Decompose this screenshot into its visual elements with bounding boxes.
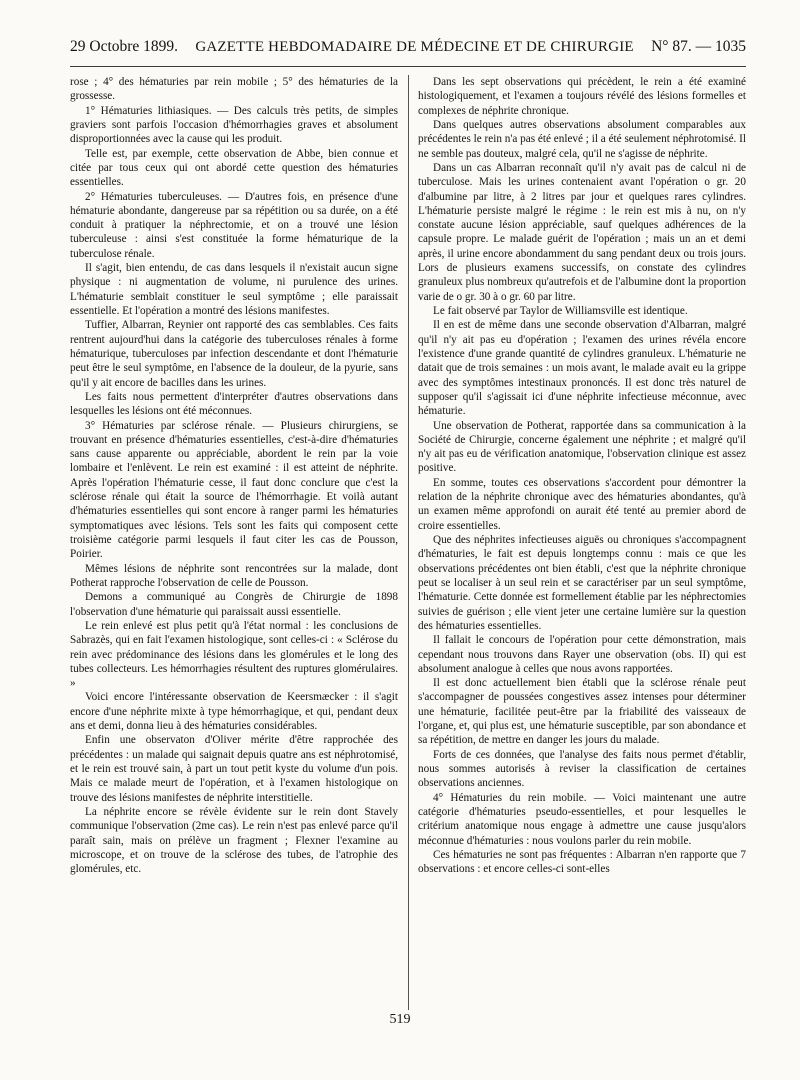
left-column — [70, 75, 398, 1010]
paragraph: Voici encore l'intéressante observation de Keersmæcker : il s'agit encore d'une néphrite mixte à type hémorrhagique, et qui, pendant deux ans et demi, donna lieu à des hématuries considérables. — [70, 691, 398, 733]
paragraph: En somme, toutes ces observations s'accordent pour démontrer la relation de la néphrite chronique avec des hématuries abondantes, qu'à un examen même approfondi on aurait été tenté au premier abord de croire essentielles. — [418, 476, 746, 532]
paragraph: Mêmes lésions de néphrite sont rencontrées sur la malade, dont Potherat rapproche l'observation de celle de Pousson. — [70, 562, 398, 589]
paragraph: rose ; 4° des hématuries par rein mobile ; 5° des hématuries de la grossesse. — [70, 76, 398, 103]
paragraph: 1° Hématuries lithiasiques. — Des calculs très petits, de simples graviers sont parfois l'occasion d'hémorrhagies graves et absolument disproportionnées avec la cause qui les produit. — [70, 104, 398, 146]
header-rule — [70, 66, 746, 67]
paragraph: Les faits nous permettent d'interpréter d'autres observations dans lesquelles les lésions ont été méconnues. — [70, 390, 398, 418]
paragraph: 2° Hématuries tuberculeuses. — D'autres fois, en présence d'une hématurie abondante, dangereuse par sa répétition ou sa durée, on a été conduit à pratiquer la néphrectomie, et on a trouvé une lésion tuberculeuse : ainsi s'est constituée la forme hématurique de la tuberculose rénale. — [70, 190, 398, 260]
page-number: 519 — [389, 1012, 411, 1027]
paragraph: Le rein enlevé est plus petit qu'à l'état normal : les conclusions de Sabrazès, qui en fait l'examen histologique, sont celles-ci : « Sclérose du rein avec prédominance des lésions dans les glomérules et le long des tubes collecteurs. Les hémorrhagies résultent des ruptures glomérulaires. » — [70, 619, 398, 690]
paragraph: Une observation de Potherat, rapportée dans sa communication à la Société de Chirurgie, concerne également une néphrite ; et malgré qu'il n'y ait pas eu de vérification anatomique, l'observation clinique est assez positive. — [418, 419, 746, 475]
paragraph: Demons a communiqué au Congrès de Chirurgie de 1898 l'observation d'une hématurie qui paraissait aussi essentielle. — [70, 591, 398, 618]
running-header — [70, 34, 746, 60]
paragraph: Il est donc actuellement bien établi que la sclérose rénale peut s'accompagner de poussées congestives assez intenses pour déterminer une hématurie, facilitée peut-être par la friabilité des vaisseaux de l'organe, et, qui plus est, une hématurie susceptible, par son abondance et sa répétition, de mettre en danger les jours du malade. — [418, 677, 746, 747]
journal-title: GAZETTE HEBDOMADAIRE DE MÉDECINE ET DE CHIRURGIE — [195, 38, 634, 55]
right-column — [418, 75, 746, 1010]
paragraph: Ces hématuries ne sont pas fréquentes : Albarran n'en rapporte que 7 observations : et encore celles-ci sont-elles — [418, 848, 746, 876]
paragraph: La néphrite encore se révèle évidente sur le rein dont Stavely communique l'observation (2me cas). Le rein n'est pas enlevé parce qu'il paraît sain, mais on prélève un fragment ; Flexner l'examine au microscope, et on trouve de la sclérose des tubes, de l'atrophie des glomérules, etc. — [70, 805, 398, 876]
paragraph: Dans les sept observations qui précèdent, le rein a été examiné histologiquement, et l'examen a toujours révélé des lésions formelles et complexes de néphrite chronique. — [418, 76, 746, 117]
column-divider — [408, 75, 409, 1010]
paragraph: Dans un cas Albarran reconnaît qu'il n'y avait pas de calcul ni de tuberculose. Mais les urines contenaient avant l'opération o gr. 20 d'albumine par litre, à 2 litres par jour et quelques rares cylindres. L'hématurie persiste malgré le régime : le rein est mis à nu, on n'y constate aucune lésion appréciable, sauf quelques adhérences de la capsule propre. Le malade guérit de l'opération ; mais un an et demi après, il urine encore abondamment du sang pendant deux ou trois jours. Lors de plusieurs examens successifs, on constate des cylindres granuleux plus nombreux qu'autrefois et de l'albumine dont la proportion varie de o gr. 30 à o gr. 60 par litre. — [418, 161, 746, 303]
paragraph: 4° Hématuries du rein mobile. — Voici maintenant une autre catégorie d'hématuries pseudo-essentielles, et pour lesquelles le critérium anatomique nous engage à admettre une cause jusqu'alors méconnue d'hématuries : nous voulons parler du rein mobile. — [418, 791, 746, 847]
paragraph: Dans quelques autres observations absolument comparables aux précédentes le rein n'a pas été enlevé ; il a été seulement néphrotomisé. Il ne semble pas douteux, malgré cela, qu'il ne s'agisse de néphrite. — [418, 118, 746, 160]
paragraph: Il fallait le concours de l'opération pour cette démonstration, mais cependant nous trouvons dans Rayer une observation (obs. II) qui est absolument analogue à celles que nous avons rapportées. — [418, 634, 746, 675]
paragraph: Le fait observé par Taylor de Williamsville est identique. — [433, 305, 688, 317]
paragraph: Il en est de même dans une seconde observation d'Albarran, malgré qu'il n'y ait pas eu d'opération ; l'examen des urines révéla encore l'existence d'une grande quantité de cylindres granuleux. L'hématurie ne datait que de trois semaines : un mois avant, le malade avait eu la grippe avec des symptômes intestinaux prononcés. Il est donc très naturel de supposer qu'il s'agissait ici d'une néphrite infectieuse méconnue, avec hématurie. — [418, 319, 746, 418]
paragraph: Tuffier, Albarran, Reynier ont rapporté des cas semblables. Ces faits rentrent aujourd'hui dans la catégorie des tuberculoses rénales à forme hématurique, tuberculoses par infection descendante et dont l'hématurie peut être le seul symptôme, en l'absence de la douleur, de la pyurie, sans qu'il y ait encore de bacilles dans les urines. — [70, 319, 398, 389]
paragraph: Que des néphrites infectieuses aiguës ou chroniques s'accompagnent d'hématuries, le fait est depuis longtemps connu : mais ce que les observations précédentes ont bien établi, c'est que la néphrite chronique peut se localiser à un seul rein et se caractériser par un seul symptôme, l'hématurie. Cette donnée est formellement établie par les néphrectomies suivies de guérison ; elle vient jeter une certaine lumière sur la question des hématuries essentielles. — [418, 534, 746, 632]
paragraph: Telle est, par exemple, cette observation de Abbe, bien connue et citée par tous ceux qui ont abordé cette question des hématuries essentielles. — [70, 147, 398, 189]
paragraph: 3° Hématuries par sclérose rénale. — Plusieurs chirurgiens, se trouvant en présence d'hématuries essentielles, c'est-à-dire d'hématuries sans cause apparente ou appréciable, abordent le rein par la voie lombaire et l'enlèvent. Le rein est examiné : il est atteint de néphrite. Après l'opération l'hématurie cesse, il faut donc conclure que c'est la sclérose rénale qui était la source de l'hémorrhagie. Et voilà autant d'hématuries essentielles qui sont encore à ranger parmi les hématuries symptomatiques avec lésions. Tels sont les faits qui composent cette troisième catégorie parmi lesquels il faut citer les cas de Pousson, Poirier. — [70, 419, 398, 561]
paragraph: Il s'agit, bien entendu, de cas dans lesquels il n'existait aucun signe physique : ni augmentation de volume, ni purulence des urines. L'hématurie semblait constituer le seul symptôme ; elle paraissait essentielle. Et l'opération a montré des lésions manifestes. — [70, 262, 398, 317]
paragraph: Forts de ces données, que l'analyse des faits nous permet d'établir, nous sommes autorisés à reviser la classification de certaines observations anciennes. — [418, 748, 746, 790]
issue-date: 29 Octobre 1899. — [70, 38, 179, 55]
paragraph: Enfin une observaton d'Oliver mérite d'être rapprochée des précédentes : un malade qui saignait depuis quatre ans est néphrotomisé, et le rein est trouvé sain, à part un tout petit kyste du volume d'un pois. Mais ce malade meurt de l'opération, et à l'examen histologique on trouve des lésions manifestes de néphrite interstitielle. — [70, 734, 398, 804]
issue-number: N° 87. — 1035 — [651, 38, 746, 55]
